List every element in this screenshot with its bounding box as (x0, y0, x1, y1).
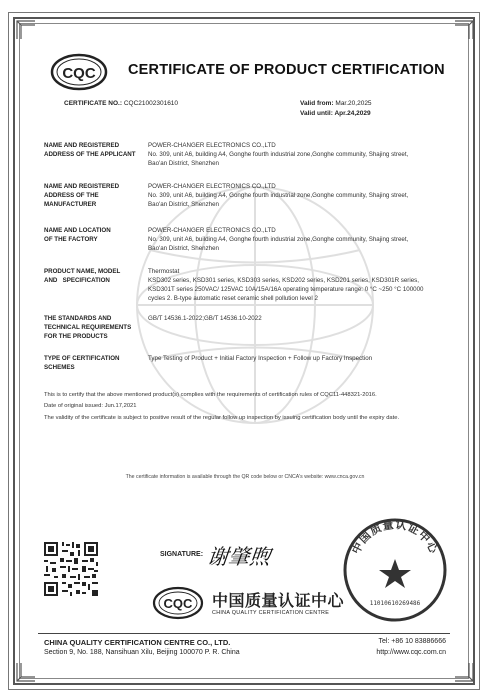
manufacturer-name: POWER-CHANGER ELECTRONICS CO.,LTD (148, 183, 276, 190)
scheme-label-line: SCHEMES (44, 364, 75, 371)
valid-from-value: Mar.20,2025 (335, 100, 372, 107)
product-spec-line: KSD301T series 250VAC/ 125VAC 10A/15A/16A operating temperature range: 0 °C ~250 °C 100000 (148, 286, 424, 293)
manufacturer-label-line: ADDRESS OF THE (44, 192, 99, 199)
corner-ornament-top-right (453, 19, 475, 41)
seal-code: 11010610269486 (369, 600, 421, 607)
qr-code[interactable] (42, 540, 100, 598)
scheme-text: Type Testing of Product + Initial Factory Inspection + Follow up Factory Inspection (148, 355, 373, 362)
footer-website-link[interactable]: http://www.cqc.com.cn (376, 649, 446, 656)
page-title: CERTIFICATE OF PRODUCT CERTIFICATION (128, 62, 445, 78)
corner-ornament-top-left (15, 19, 37, 41)
applicant-name: POWER-CHANGER ELECTRONICS CO.,LTD (148, 142, 276, 149)
product-spec-line: cycles 2. B-type automatic reset ceramic shell pollution level 2 (148, 295, 318, 302)
svg-text:中国质量认证中心 (348, 517, 441, 556)
product-name: Thermostat (148, 268, 180, 275)
applicant-label-line: ADDRESS OF THE APPLICANT (44, 151, 136, 158)
certificate-number-value: CQC21002301610 (123, 100, 179, 107)
validity-statement: The validity of the certificate is subject to positive result of the regular follow up inspection by issuing certification body until the expiry date. (44, 415, 400, 421)
qr-note: The certificate information is available through the QR code below or CNCA's website: www.cnca.gov.cn (125, 474, 365, 480)
manufacturer-address-line: Bao'an District, Shenzhen (148, 201, 220, 208)
standards-label (44, 314, 144, 341)
applicant-label (44, 141, 144, 159)
manufacturer-label-line: NAME AND REGISTERED (44, 183, 120, 190)
cqc-logo-bottom-text: CQC (163, 596, 193, 611)
corner-ornament-bottom-right (453, 661, 475, 683)
factory-address-line: Bao'an District, Shenzhen (148, 245, 220, 252)
footer-telephone: Tel: +86 10 83886666 (378, 638, 446, 645)
certificate-number (64, 100, 178, 107)
signature-handwriting: 谢肇煦 (205, 544, 272, 569)
standards-text: GB/T 14536.1-2022;GB/T 14536.10-2022 (148, 315, 262, 322)
standards-value (148, 314, 458, 323)
factory-label (44, 226, 144, 244)
corner-ornament-bottom-left (15, 661, 37, 683)
valid-until-label: Valid until: (300, 110, 333, 117)
cqc-logo (50, 52, 108, 92)
valid-until-value: Apr.24,2029 (334, 110, 371, 117)
footer-divider (38, 633, 450, 634)
handwritten-signature (205, 540, 295, 570)
organization-name-en: CHINA QUALITY CERTIFICATION CENTRE (212, 610, 330, 616)
product-label-line: PRODUCT NAME, MODEL (44, 268, 121, 275)
footer-org-name: CHINA QUALITY CERTIFICATION CENTRE CO., LTD. (44, 638, 231, 647)
valid-from (300, 100, 372, 107)
product-label (44, 267, 144, 285)
standards-label-line: TECHNICAL REQUIREMENTS (44, 324, 132, 331)
cqc-logo-text: CQC (62, 65, 96, 82)
certificate-number-label: CERTIFICATE NO.: (64, 100, 123, 107)
product-model-line: KSD302 series, KSD301 series, KSD303 series, KSD202 series, KSD201 series, KSD301R series, (148, 277, 419, 284)
standards-label-line: FOR THE PRODUCTS (44, 333, 108, 340)
valid-from-label: Valid from: (300, 100, 334, 107)
certificate-header (50, 52, 450, 94)
seal-text: 中国质量认证中心 (349, 517, 441, 557)
conformity-statement: This is to certify that the above mentioned product(s) complies with the requirements of certification rules of CQC11-448321-2016. (44, 392, 377, 398)
factory-address-line: No. 309, unit A6, building A4, Gonghe fourth industrial zone,Gonghe community, Shajing street, (148, 236, 409, 243)
factory-label-line: NAME AND LOCATION (44, 227, 111, 234)
product-value (148, 267, 458, 303)
factory-name: POWER-CHANGER ELECTRONICS CO.,LTD (148, 227, 276, 234)
scheme-label-line: TYPE OF CERTIFICATION (44, 355, 120, 362)
footer-address: Section 9, No. 188, Nansihuan Xilu, Beijing 100070 P. R. China (44, 649, 240, 656)
applicant-label-line: NAME AND REGISTERED (44, 142, 120, 149)
manufacturer-address-line: No. 309, unit A6, building A4, Gonghe fourth industrial zone,Gonghe community, Shajing street, (148, 192, 409, 199)
scheme-value (148, 354, 458, 363)
seal-star-icon (379, 559, 411, 588)
official-seal (340, 515, 450, 625)
standards-label-line: THE STANDARDS AND (44, 315, 112, 322)
factory-value (148, 226, 458, 253)
valid-until (300, 110, 371, 117)
manufacturer-value (148, 182, 458, 209)
factory-label-line: OF THE FACTORY (44, 236, 98, 243)
product-label-line: AND SPECIFICATION (44, 277, 110, 284)
organization-name-cn: 中国质量认证中心 (212, 591, 345, 610)
applicant-address-line: No. 309, unit A6, building A4, Gonghe fourth industrial zone,Gonghe community, Shajing street, (148, 151, 409, 158)
applicant-value (148, 141, 458, 168)
manufacturer-label-line: MANUFACTURER (44, 201, 97, 208)
applicant-address-line: Bao'an District, Shenzhen (148, 160, 220, 167)
signature-label: SIGNATURE: (160, 551, 204, 558)
original-issue-date: Date of original issued: Jun.17,2021 (44, 403, 137, 409)
manufacturer-label (44, 182, 144, 209)
cqc-logo-bottom (152, 585, 204, 621)
scheme-label (44, 354, 144, 372)
